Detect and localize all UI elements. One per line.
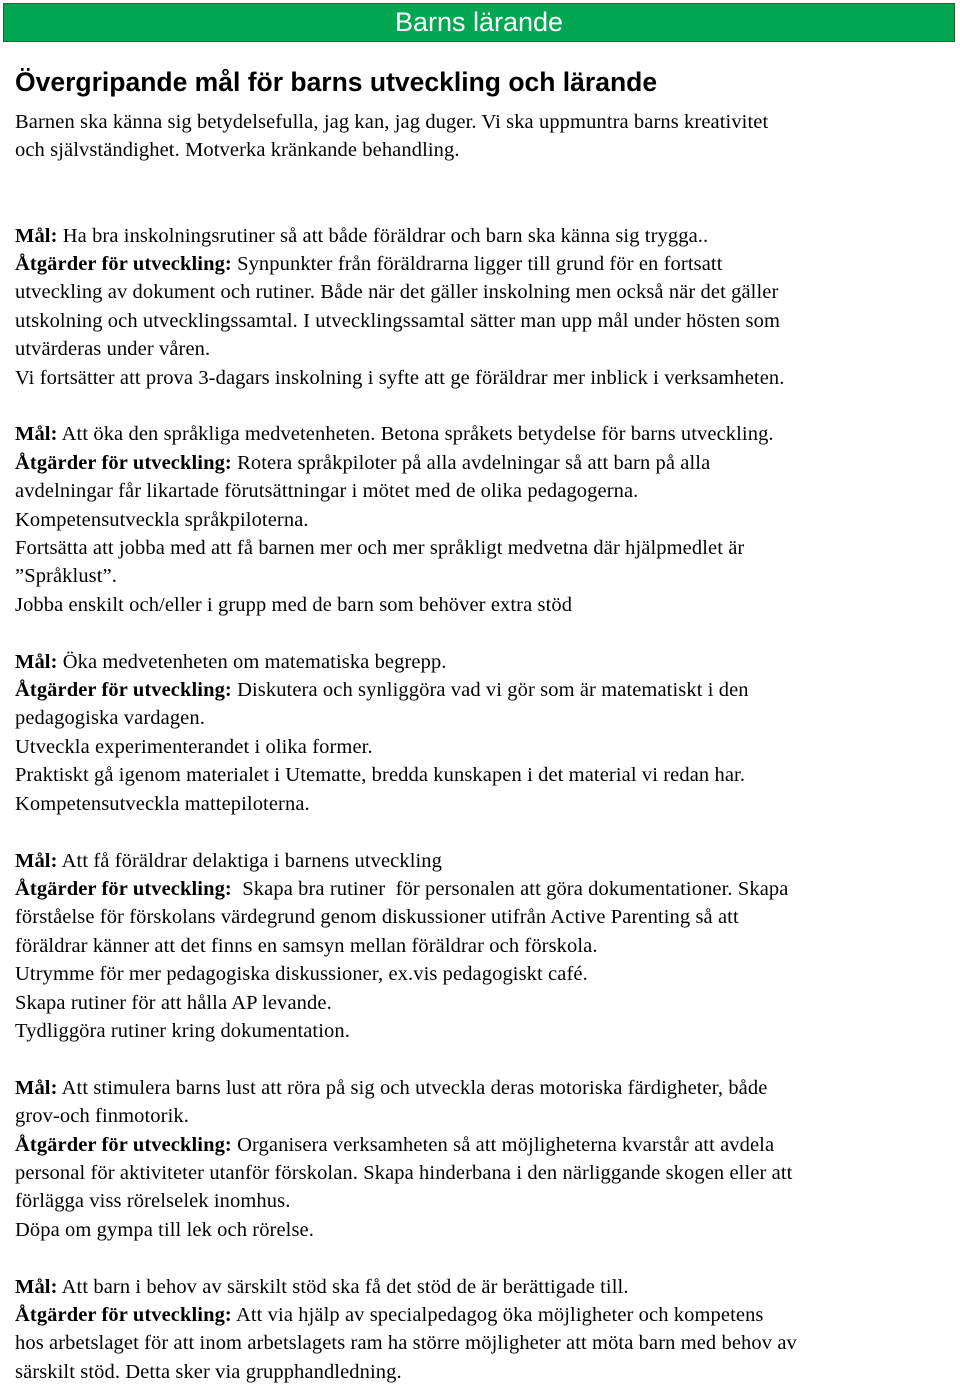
goal-label: Mål: <box>15 224 58 247</box>
goal-section-motor-skills <box>15 1074 950 1244</box>
actions-text-line: Praktiskt gå igenom materialet i Utematte, bredda kunskapen i det material vi redan har. <box>15 764 746 787</box>
actions-label: Åtgärder för utveckling: <box>15 679 232 702</box>
actions-line <box>15 1301 950 1329</box>
actions-text-line: Kompetensutveckla mattepiloterna. <box>15 792 310 815</box>
goal-line <box>15 847 950 875</box>
actions-line <box>15 875 950 903</box>
goal-text: Att barn i behov av särskilt stöd ska få det stöd de är berättigade till. <box>57 1275 629 1298</box>
actions-label: Åtgärder för utveckling: <box>15 1303 232 1326</box>
actions-text: Synpunkter från föräldrarna ligger till grund för en fortsatt <box>231 253 723 276</box>
goal-label: Mål: <box>15 849 58 872</box>
actions-text-line: utskolning och utvecklingssamtal. I utvecklingssamtal sätter man upp mål under hösten som <box>15 309 780 332</box>
goal-section-parents <box>15 847 950 1046</box>
actions-label: Åtgärder för utveckling: <box>15 877 232 900</box>
actions-text: Rotera språkpiloter på alla avdelningar så att barn på alla <box>231 451 711 474</box>
main-heading: Övergripande mål för barns utveckling och lärande <box>15 67 658 97</box>
actions-text-line: ”Språklust”. <box>15 565 117 588</box>
actions-text-line: Döpa om gympa till lek och rörelse. <box>15 1218 314 1241</box>
actions-line <box>15 676 950 704</box>
actions-text-line: Tydliggöra rutiner kring dokumentation. <box>15 1019 350 1042</box>
goal-label: Mål: <box>15 650 58 673</box>
actions-text: Att via hjälp av specialpedagog öka möjligheter och kompetens <box>231 1303 764 1326</box>
goal-section-intake <box>15 222 950 392</box>
goal-label: Mål: <box>15 1076 58 1099</box>
actions-line <box>15 1131 950 1159</box>
actions-text-line: Jobba enskilt och/eller i grupp med de barn som behöver extra stöd <box>15 593 573 616</box>
actions-text-line: Kompetensutveckla språkpiloterna. <box>15 508 309 531</box>
actions-text-line: förlägga viss rörelselek inomhus. <box>15 1190 291 1213</box>
actions-text: Organisera verksamheten så att möjligheterna kvarstår att avdela <box>231 1133 775 1156</box>
actions-text-line: föräldrar känner att det finns en samsyn mellan föräldrar och förskola. <box>15 934 598 957</box>
goal-text: Öka medvetenheten om matematiska begrepp. <box>57 650 447 673</box>
actions-text-line: pedagogiska vardagen. <box>15 707 205 730</box>
goal-section-math <box>15 648 950 818</box>
actions-text: Skapa bra rutiner för personalen att göra dokumentationer. Skapa <box>231 877 789 900</box>
goal-label: Mål: <box>15 423 58 446</box>
actions-label: Åtgärder för utveckling: <box>15 1133 232 1156</box>
actions-text-line: Utrymme för mer pedagogiska diskussioner, ex.vis pedagogiskt café. <box>15 963 588 986</box>
actions-text-line: utvärderas under våren. <box>15 338 211 361</box>
actions-text-line: särskilt stöd. Detta sker via grupphandledning. <box>15 1360 402 1383</box>
actions-text-line: Utveckla experimenterandet i olika former. <box>15 735 373 758</box>
goal-section-language <box>15 420 950 619</box>
goal-line <box>15 1273 950 1301</box>
goal-text: Att stimulera barns lust att röra på sig och utveckla deras motoriska färdigheter, både <box>57 1076 768 1099</box>
goal-label: Mål: <box>15 1275 58 1298</box>
banner-title: Barns lärande <box>394 7 564 37</box>
goal-line <box>15 420 950 448</box>
actions-text-line: personal för aktiviteter utanför förskolan. Skapa hinderbana i den närliggande skogen eller att <box>15 1161 793 1184</box>
goal-text: Ha bra inskolningsrutiner så att både föräldrar och barn ska känna sig trygga.. <box>57 224 709 247</box>
goal-line <box>15 648 950 676</box>
goal-text-line: grov-och finmotorik. <box>15 1105 189 1128</box>
actions-text: Diskutera och synliggöra vad vi gör som är matematiskt i den <box>231 679 749 702</box>
actions-text-line: Skapa rutiner för att hålla AP levande. <box>15 991 332 1014</box>
section-banner <box>3 3 955 42</box>
intro-paragraph <box>15 108 950 165</box>
intro-line: Barnen ska känna sig betydelsefulla, jag kan, jag duger. Vi ska uppmuntra barns kreativitet <box>15 111 769 133</box>
actions-text-line: hos arbetslaget för att inom arbetslagets ram ha större möjligheter att möta barn med behov av <box>15 1332 797 1355</box>
actions-text-line: utveckling av dokument och rutiner. Både när det gäller inskolning men också när det gäller <box>15 281 779 304</box>
actions-label: Åtgärder för utveckling: <box>15 253 232 276</box>
actions-text-line: Fortsätta att jobba med att få barnen mer och mer språkligt medvetna där hjälpmedlet är <box>15 537 745 560</box>
actions-line <box>15 449 950 477</box>
intro-line: och självständighet. Motverka kränkande behandling. <box>15 139 460 162</box>
actions-line <box>15 250 950 278</box>
goal-text: Att öka den språkliga medvetenheten. Betona språkets betydelse för barns utveckling. <box>57 423 774 446</box>
actions-text-line: förståelse för förskolans värdegrund genom diskussioner utifrån Active Parenting så att <box>15 906 739 929</box>
goal-line <box>15 1074 950 1102</box>
goal-section-special-support <box>15 1273 950 1387</box>
actions-text-line: Vi fortsätter att prova 3-dagars inskolning i syfte att ge föräldrar mer inblick i verksamheten. <box>15 366 785 389</box>
goal-line <box>15 222 950 250</box>
goal-text: Att få föräldrar delaktiga i barnens utveckling <box>57 849 443 872</box>
actions-label: Åtgärder för utveckling: <box>15 451 232 474</box>
document-body <box>15 64 950 1386</box>
actions-text-line: avdelningar får likartade förutsättningar i mötet med de olika pedagogerna. <box>15 480 639 503</box>
